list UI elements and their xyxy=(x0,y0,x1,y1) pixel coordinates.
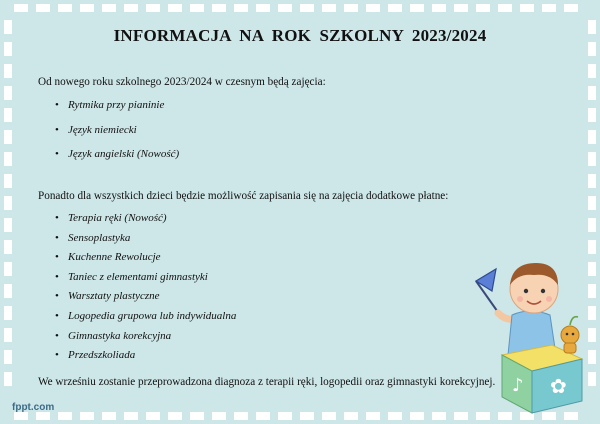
fppt-watermark: fppt.com xyxy=(12,402,55,413)
border-dash xyxy=(168,4,182,12)
border-dash xyxy=(454,4,468,12)
list-item: • Taniec z elementami gimnastyki xyxy=(55,271,236,291)
border-dash xyxy=(36,412,50,420)
border-dash xyxy=(432,4,446,12)
list-item: • Rytmika przy pianinie xyxy=(55,99,179,124)
border-dash xyxy=(564,4,578,12)
border-dash xyxy=(4,262,12,276)
border-dash xyxy=(14,412,28,420)
border-dash xyxy=(344,412,358,420)
border-dash xyxy=(410,412,424,420)
list-item: • Język angielski (Nowość) xyxy=(55,148,179,173)
border-dash xyxy=(4,196,12,210)
border-dash xyxy=(300,4,314,12)
border-dash xyxy=(4,372,12,386)
border-dash xyxy=(256,412,270,420)
border-dash xyxy=(4,284,12,298)
border-dash xyxy=(588,86,596,100)
border-dash xyxy=(102,4,116,12)
list-item: • Warsztaty plastyczne xyxy=(55,290,236,310)
border-dash xyxy=(4,86,12,100)
border-dash xyxy=(278,4,292,12)
border-dash xyxy=(344,4,358,12)
child-with-flag-and-toy-block-icon xyxy=(468,255,598,415)
border-dash xyxy=(58,412,72,420)
border-dash xyxy=(588,108,596,122)
border-dash xyxy=(476,4,490,12)
border-dash xyxy=(4,350,12,364)
intro-text: Od nowego roku szkolnego 2023/2024 w czesnym będą zajęcia: xyxy=(38,76,326,88)
border-dash xyxy=(588,152,596,166)
border-dash xyxy=(36,4,50,12)
border-dash xyxy=(146,412,160,420)
border-dash xyxy=(454,412,468,420)
list-item: • Sensoplastyka xyxy=(55,232,236,252)
border-dash xyxy=(190,412,204,420)
list-item: • Gimnastyka korekcyjna xyxy=(55,330,236,350)
border-dash xyxy=(4,218,12,232)
border-dash xyxy=(4,130,12,144)
border-dash xyxy=(322,412,336,420)
border-dash xyxy=(498,4,512,12)
border-dash xyxy=(80,412,94,420)
border-dash xyxy=(542,4,556,12)
border-dash xyxy=(4,174,12,188)
border-dash xyxy=(588,218,596,232)
border-dash xyxy=(588,64,596,78)
border-dash xyxy=(366,412,380,420)
list-item: • Przedszkoliada xyxy=(55,349,236,369)
border-dash xyxy=(124,412,138,420)
border-dash xyxy=(146,4,160,12)
border-dash xyxy=(124,4,138,12)
border-dash xyxy=(234,412,248,420)
extra-activities-intro: Ponadto dla wszystkich dzieci będzie możliwość zapisania się na zajęcia dodatkowe płatne: xyxy=(38,190,449,202)
border-dash xyxy=(190,4,204,12)
border-dash xyxy=(102,412,116,420)
border-dash xyxy=(4,328,12,342)
svg-text:♪: ♪ xyxy=(512,375,524,396)
border-dash xyxy=(4,240,12,254)
list-item: • Logopedia grupowa lub indywidualna xyxy=(55,310,236,330)
border-dash xyxy=(278,412,292,420)
border-dash xyxy=(234,4,248,12)
border-dash xyxy=(300,412,314,420)
border-dash xyxy=(80,4,94,12)
border-dash xyxy=(4,306,12,320)
list-item: • Kuchenne Rewolucje xyxy=(55,251,236,271)
border-dash xyxy=(4,108,12,122)
border-dash xyxy=(322,4,336,12)
border-dash xyxy=(520,4,534,12)
extra-activities-list xyxy=(55,212,236,369)
border-dash xyxy=(168,412,182,420)
closing-text: We wrześniu zostanie przeprowadzona diagnoza z terapii ręki, logopedii oraz gimnastyki korekcyjnej. xyxy=(38,376,496,388)
border-dash xyxy=(256,4,270,12)
border-dash xyxy=(366,4,380,12)
list-item: • Terapia ręki (Nowość) xyxy=(55,212,236,232)
svg-text:✿: ✿ xyxy=(550,374,567,398)
border-dash xyxy=(58,4,72,12)
border-dash xyxy=(410,4,424,12)
border-dash xyxy=(4,64,12,78)
border-dash xyxy=(4,152,12,166)
border-dash xyxy=(588,174,596,188)
border-dash xyxy=(588,130,596,144)
border-dash xyxy=(388,412,402,420)
border-dash xyxy=(14,4,28,12)
border-dash xyxy=(588,196,596,210)
border-dash xyxy=(588,240,596,254)
border-dash xyxy=(212,4,226,12)
border-dash xyxy=(388,4,402,12)
border-dash xyxy=(212,412,226,420)
page-title: INFORMACJA NA ROK SZKOLNY 2023/2024 xyxy=(113,26,487,45)
list-item: • Język niemiecki xyxy=(55,124,179,149)
border-dash xyxy=(432,412,446,420)
core-activities-list xyxy=(55,99,179,173)
